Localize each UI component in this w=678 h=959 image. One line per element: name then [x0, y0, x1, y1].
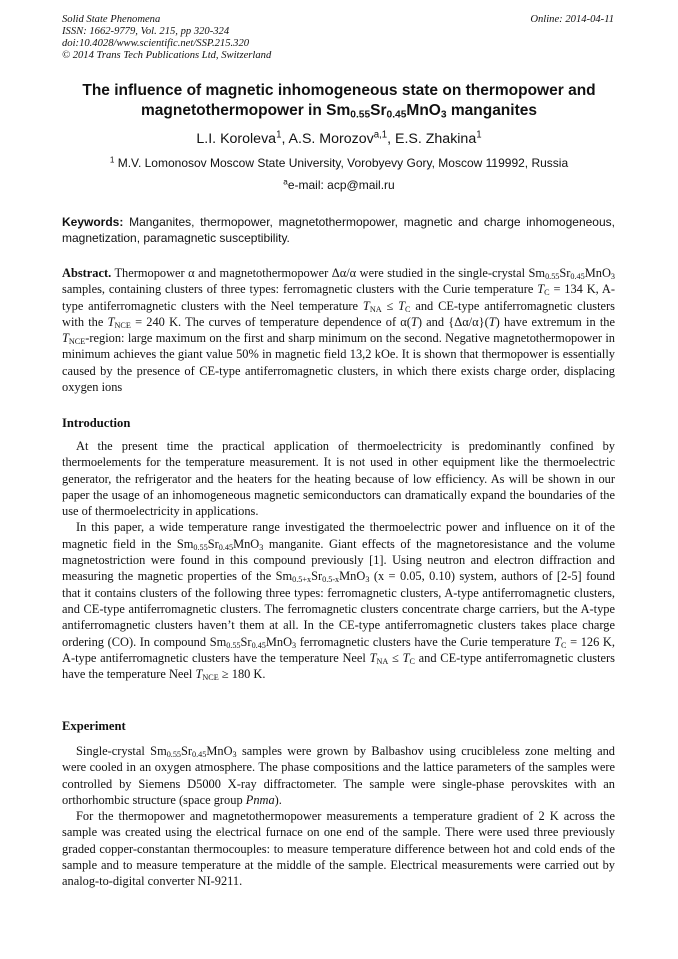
symbol-T: T — [369, 650, 377, 665]
paper-title — [60, 81, 618, 121]
paragraph-text: MnO — [265, 634, 293, 649]
introduction-paragraph-2 — [62, 519, 615, 682]
affiliation-mark: 1 — [109, 155, 115, 165]
paragraph-text: In this paper, a wide temperature range investigated the thermoelectric power and influence on it of the magnetic field in the Sm — [62, 520, 615, 551]
paragraph-text: Sr — [240, 634, 252, 649]
title-subscript: 3 — [440, 109, 447, 121]
doi-line: doi:10.4028/www.scientific.net/SSP.215.320 — [62, 38, 250, 49]
abstract-text: ≤ — [381, 298, 399, 313]
symbol-T: T — [554, 634, 562, 649]
symbol-T: T — [398, 298, 406, 313]
formula-subscript: 0.45 — [218, 542, 234, 552]
author-affiliation-mark: a,1 — [373, 129, 388, 141]
formula-subscript: 0.55 — [545, 272, 560, 282]
paragraph-text: manganite. Giant effects of the magnetoresistance and the volume magnetostriction were found in this compound previously [1]. Using neutron and electron diffraction and measuring the magnetic properties of the Sm — [62, 536, 615, 584]
experiment-paragraph-1 — [62, 743, 615, 808]
contact-email — [0, 178, 678, 192]
symbol-T: T — [195, 667, 203, 682]
formula-subscript: 3 — [610, 272, 615, 282]
title-line-1: The influence of magnetic inhomogeneous state on thermopower and — [82, 82, 596, 99]
symbol-subscript: C — [409, 656, 415, 666]
symbol-subscript: NA — [376, 656, 389, 666]
paragraph-text: Sr — [181, 744, 193, 758]
author-list — [0, 131, 678, 147]
paragraph-text: MnO — [233, 536, 260, 551]
formula-subscript: 3 — [365, 575, 370, 585]
author-affiliation-mark: 1 — [276, 129, 282, 141]
symbol-T: T — [537, 282, 545, 297]
symbol-subscript: NCE — [114, 320, 131, 330]
formula-subscript: 3 — [259, 542, 264, 552]
email-text[interactable]: e-mail: acp@mail.ru — [287, 178, 395, 192]
paragraph-text: and CE-type antiferromagnetic clusters have the temperature Neel — [62, 650, 615, 682]
formula-subscript: 0.55 — [166, 750, 182, 760]
formula-subscript: 0.45 — [570, 272, 585, 282]
symbol-T: T — [488, 314, 496, 329]
abstract-text: samples, containing clusters of three types: ferromagnetic clusters with the Curie temperature — [62, 282, 538, 297]
paragraph-text: ≥ 180 K. — [218, 667, 266, 682]
formula-subscript: 0.5-x — [322, 575, 340, 585]
journal-name: Solid State Phenomena — [62, 14, 161, 25]
symbol-subscript: C — [544, 288, 550, 298]
paragraph-text: Sr — [207, 536, 219, 551]
author-name: , A.S. Morozov — [281, 131, 374, 147]
abstract-text: ) and {Δα/α}( — [417, 314, 489, 329]
formula-subscript: 3 — [232, 750, 237, 760]
keywords-text: Manganites, thermopower, magnetothermopower, magnetic and charge inhomogeneous, magnetization, paramagnetic susceptibility. — [62, 215, 615, 245]
author-name: L.I. Koroleva — [196, 131, 277, 147]
paragraph-text: MnO — [339, 569, 366, 584]
abstract-text: -region: large maximum on the first and sharp minimum on the second. Negative magnetothermopower in minimum achieves the giant value 50% in magnetic field 13,2 kOe. It is shown that thermopower is essentially caused by the presence of CE-type antiferromagnetic clusters, in which there exists charge order, displacing oxygen ions — [62, 331, 615, 395]
keywords-label: Keywords: — [62, 215, 124, 229]
space-group: Pnma — [245, 792, 275, 807]
paragraph-text: (x = 0.05, 0.10) system, authors of [2-5] found that it contains clusters of the following three types: ferromagnetic clusters, A-type antiferromagnetic clusters, and CE-type antiferromagnetic clusters. The ferromagnetic clusters concentrate charge carriers, but the A-type antiferromagnetic clusters haven’t them at all. In the CE-type antiferromagnetic clusters takes place charge ordering (CO). In compound Sm — [62, 569, 615, 649]
issn-line: ISSN: 1662-9779, Vol. 215, pp 320-324 — [62, 26, 230, 37]
title-subscript: 0.45 — [386, 109, 407, 121]
page-header — [62, 14, 614, 62]
experiment-heading: Experiment — [62, 719, 126, 733]
paragraph-text: ≤ — [388, 650, 403, 665]
introduction-paragraph-1: At the present time the practical application of thermoelectricity is predominantly confined by thermoelements for the temperature measurement. It is not used in other equipment like the thermoelectric generator, the refrigerator and the heaters for the heating because of low efficiency. As will be shown in our paper the usage of an inhomogeneous magnetic semiconductors can dramatically expand the boundaries of the use of thermoelectricity in applications. — [62, 439, 615, 519]
email-mark: a — [283, 177, 288, 187]
paragraph-text: Single-crystal Sm — [76, 744, 167, 758]
abstract-text: Sr — [559, 266, 571, 280]
formula-subscript: 0.45 — [192, 750, 207, 760]
symbol-T: T — [362, 298, 370, 313]
experiment-body — [62, 743, 615, 890]
title-text: magnetothermopower in Sm — [140, 102, 351, 119]
paragraph-text: MnO — [206, 744, 233, 758]
affiliation — [0, 156, 678, 170]
title-text: MnO — [406, 102, 441, 119]
symbol-subscript: NCE — [68, 337, 86, 347]
introduction-body — [62, 438, 615, 682]
paragraph-text: Sr — [311, 569, 323, 584]
symbol-subscript: C — [561, 640, 567, 650]
paragraph-text: ). — [274, 792, 282, 807]
abstract — [62, 265, 615, 395]
formula-subscript: 0.55 — [193, 542, 208, 552]
symbol-subscript: NCE — [202, 673, 219, 683]
abstract-label: Abstract. — [62, 266, 112, 280]
abstract-text: and CE-type antiferromagnetic clusters with the — [62, 298, 615, 329]
abstract-text: ) have extremum in the — [495, 314, 615, 329]
abstract-text: Thermopower α and magnetothermopower Δα/α were studied in the single-crystal Sm — [111, 266, 546, 280]
formula-subscript: 0.45 — [251, 640, 266, 650]
symbol-subscript: NA — [369, 304, 382, 314]
title-subscript: 0.55 — [350, 109, 371, 121]
author-affiliation-mark: 1 — [476, 129, 482, 141]
symbol-T: T — [402, 650, 410, 665]
affiliation-text: M.V. Lomonosov Moscow State University, Vorobyevy Gory, Moscow 119992, Russia — [114, 156, 569, 170]
copyright-line: © 2014 Trans Tech Publications Ltd, Switzerland — [62, 50, 272, 61]
abstract-text: MnO — [584, 266, 611, 280]
paragraph-text: samples were grown by Balbashov using crucibleless zone melting and were cooled in an oxygen atmosphere. The phase compositions and the lattice parameters of the samples were controlled by Siemens D5000 X-ray diffractometer. The sample were single-phase perovskites with an orthorhombic structure (space group — [62, 744, 615, 807]
formula-subscript: 3 — [292, 640, 297, 650]
online-date: Online: 2014-04-11 — [530, 14, 614, 25]
experiment-paragraph-2: For the thermopower and magnetothermopower measurements a temperature gradient of 2 K across the sample was created using the electrical furnace on one end of the sample. There were used three previously graded copper-constantan thermocouples: to measure temperature difference between hot and cold ends of the sample and to measure temperature at the middle of the sample. Electrical measurements were carried out by analog-to-digital converter NI-9211. — [62, 809, 615, 889]
author-name: , E.S. Zhakina — [387, 131, 477, 147]
title-text: Sr — [370, 102, 387, 119]
paragraph-text: ferromagnetic clusters have the Curie temperature — [296, 634, 555, 649]
symbol-subscript: C — [405, 304, 411, 314]
symbol-T: T — [410, 314, 418, 329]
abstract-text: = 134 K, A-type antiferromagnetic clusters with the Neel temperature — [62, 282, 615, 313]
paragraph-text: = 126 K, A-type antiferromagnetic clusters have the temperature Neel — [62, 634, 615, 665]
formula-subscript: 0.5+x — [292, 575, 312, 585]
symbol-T: T — [62, 331, 69, 346]
symbol-T: T — [107, 314, 115, 329]
title-text: manganites — [446, 102, 537, 119]
formula-subscript: 0.55 — [226, 640, 241, 650]
introduction-heading: Introduction — [62, 416, 131, 430]
keywords — [62, 214, 615, 246]
abstract-text: = 240 K. The curves of temperature dependence of α( — [130, 314, 411, 329]
